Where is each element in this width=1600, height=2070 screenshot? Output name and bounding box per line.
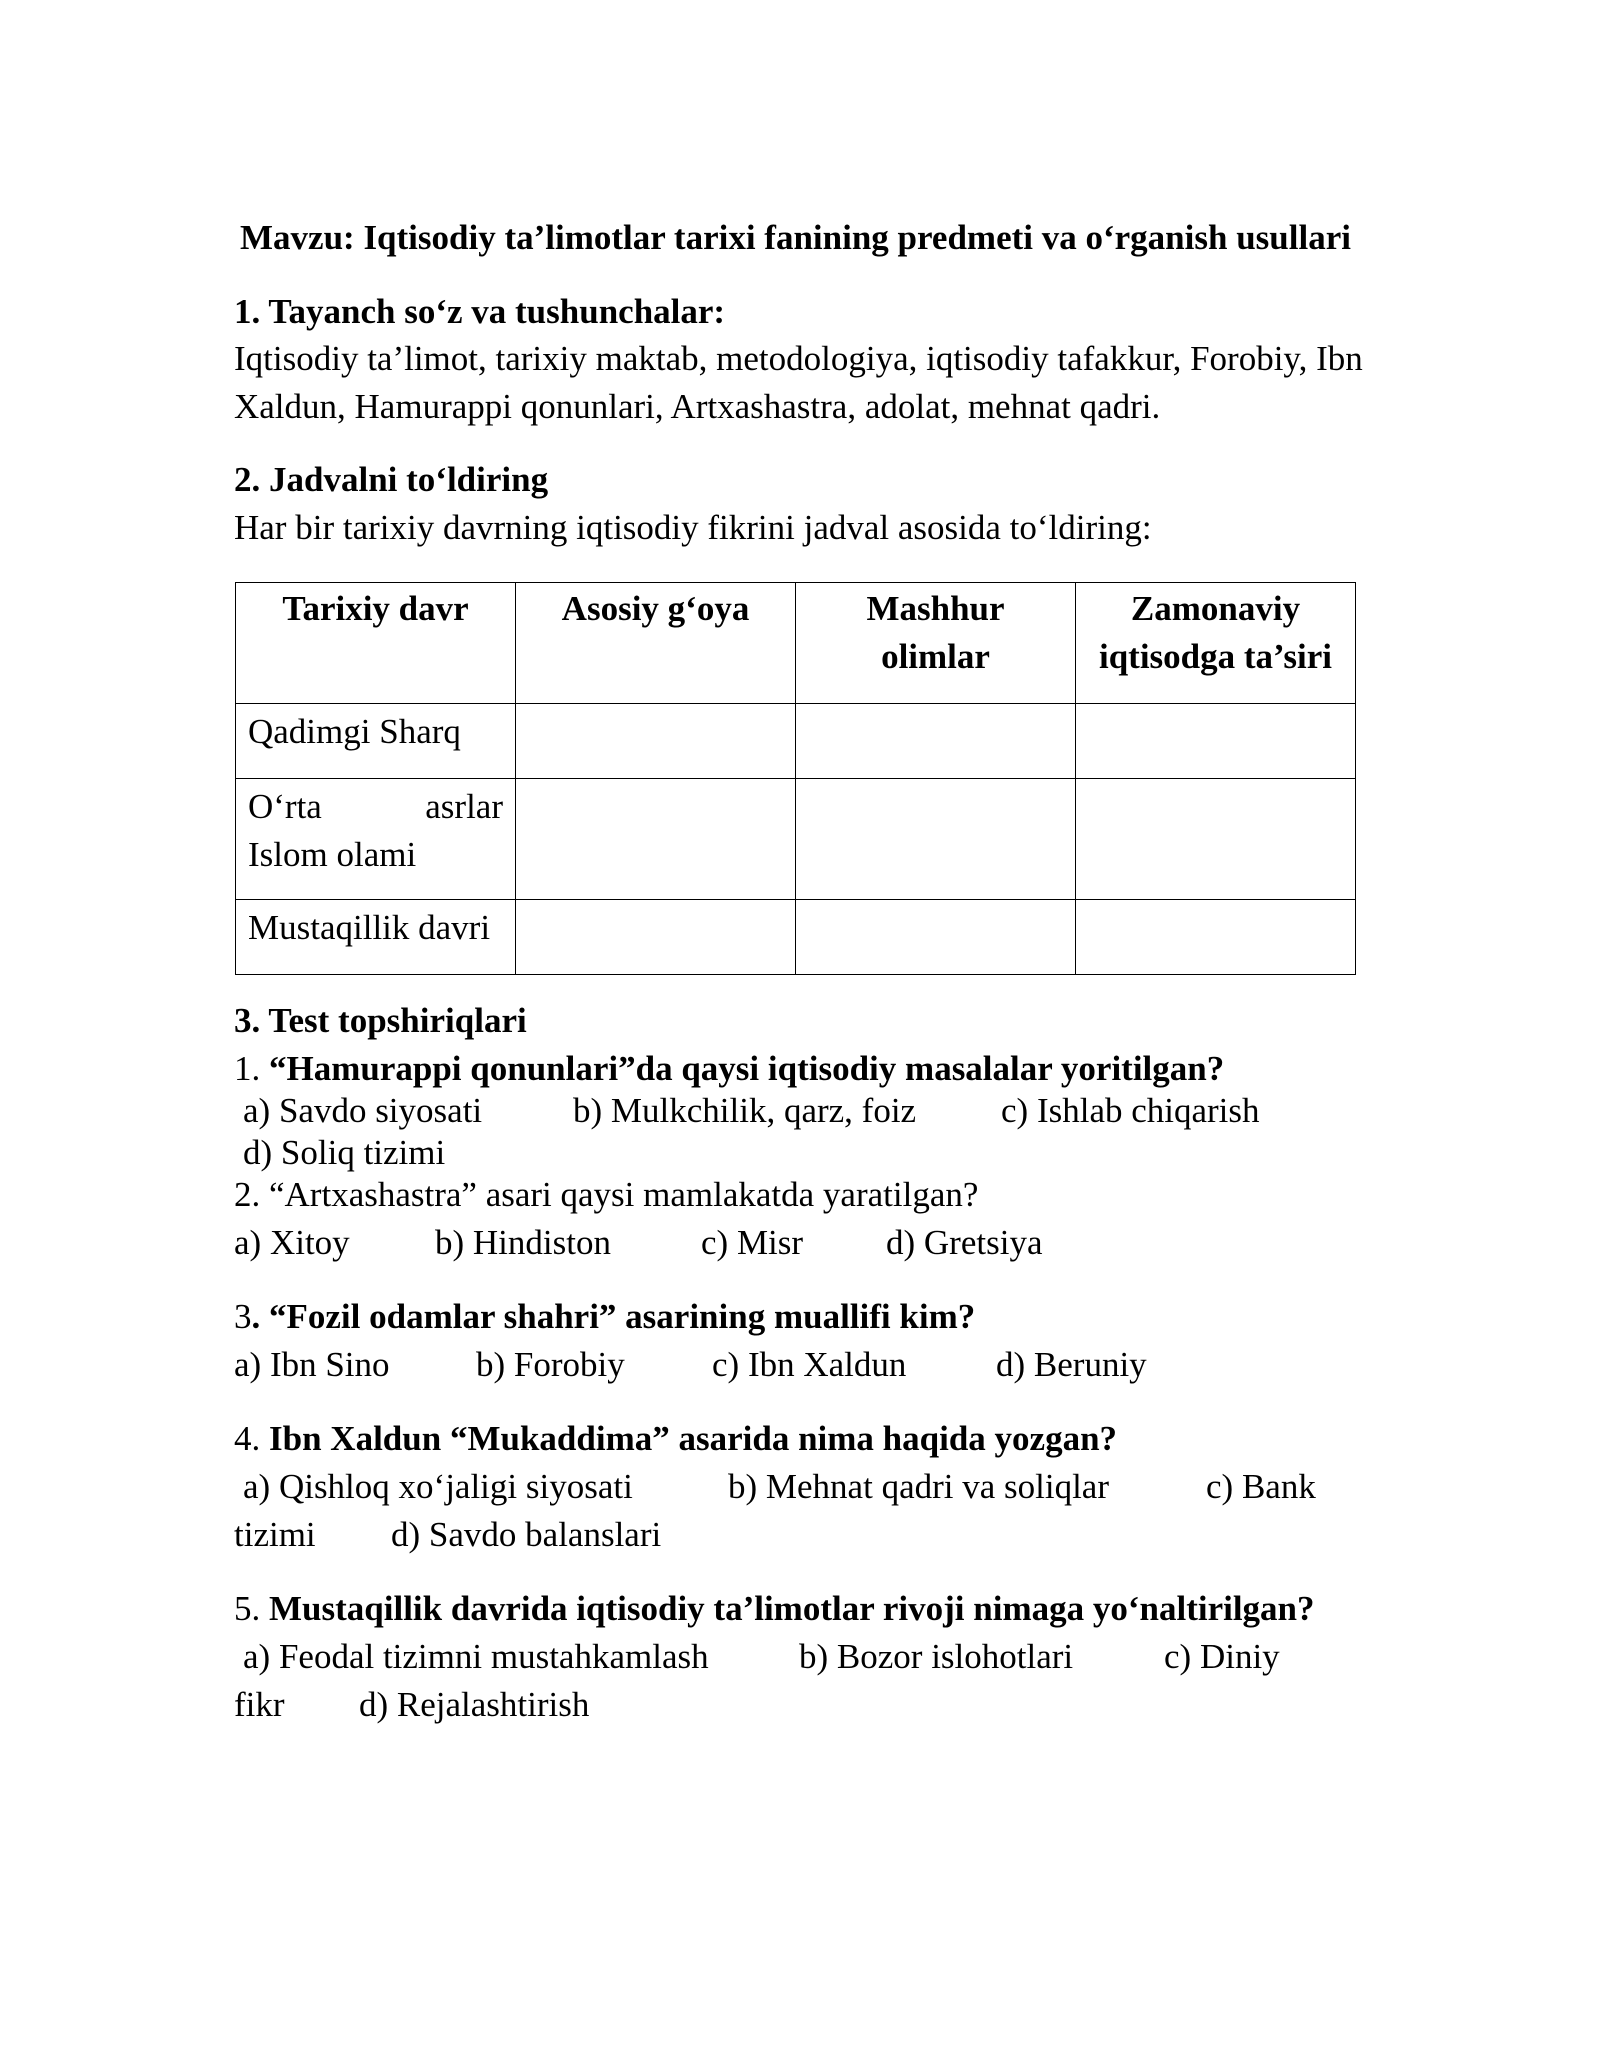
q1-option-c: c) Ishlab chiqarish (1001, 1091, 1260, 1130)
history-table (235, 582, 1356, 975)
q1-option-b: b) Mulkchilik, qarz, foiz (573, 1091, 917, 1130)
answer-cell[interactable] (516, 779, 796, 900)
question-2: 2. “Artxashastra” asari qaysi mamlakatda yaratilgan? (234, 1175, 979, 1214)
question-5: 5. Mustaqillik davrida iqtisodiy ta’limotlar rivoji nimaga yo‘naltirilgan? (234, 1589, 1315, 1628)
table-row (236, 779, 1356, 900)
question-1: 1. “Hamurappi qonunlari”da qaysi iqtisodiy masalalar yoritilgan? (234, 1049, 1225, 1088)
q3-option-a: a) Ibn Sino (234, 1345, 390, 1384)
section3-heading: 3. Test topshiriqlari (234, 1001, 527, 1040)
q1-option-a: a) Savdo siyosati (243, 1091, 483, 1130)
q2-option-b: b) Hindiston (435, 1223, 611, 1262)
q4-option-d: d) Savdo balanslari (391, 1515, 662, 1554)
table-row (236, 704, 1356, 779)
table-header-row (236, 583, 1356, 704)
q4-option-a: a) Qishloq xo‘jaligi siyosati (243, 1467, 633, 1506)
section1-heading: 1. Tayanch so‘z va tushunchalar: (234, 292, 726, 331)
row-period-label: Mustaqillik davri (236, 900, 516, 975)
section1-text-line1: Iqtisodiy ta’limot, tarixiy maktab, metodologiya, iqtisodiy tafakkur, Forobiy, Ibn (234, 339, 1363, 378)
header-zamonaviy-tasiri: Zamonaviy iqtisodga ta’siri (1076, 583, 1356, 704)
section2-instruction: Har bir tarixiy davrning iqtisodiy fikrini jadval asosida to‘ldiring: (234, 508, 1152, 547)
answer-cell[interactable] (796, 704, 1076, 779)
section2-heading: 2. Jadvalni to‘ldiring (234, 460, 549, 499)
q5-option-b: b) Bozor islohotlari (799, 1637, 1074, 1676)
question-3: 3. “Fozil odamlar shahri” asarining muallifi kim? (234, 1297, 976, 1336)
header-asosiy-goya: Asosiy g‘oya (516, 583, 796, 704)
answer-cell[interactable] (516, 900, 796, 975)
q4-option-c-cont: tizimi (234, 1515, 316, 1554)
answer-cell[interactable] (796, 779, 1076, 900)
table-row (236, 900, 1356, 975)
header-mashhur-olimlar: Mashhur olimlar (796, 583, 1076, 704)
q2-option-c: c) Misr (701, 1223, 804, 1262)
header-tarixiy-davr: Tarixiy davr (236, 583, 516, 704)
question-4: 4. Ibn Xaldun “Mukaddima” asarida nima haqida yozgan? (234, 1419, 1118, 1458)
answer-cell[interactable] (1076, 779, 1356, 900)
q3-option-c: c) Ibn Xaldun (712, 1345, 907, 1384)
row-period-label: O‘rta asrlar Islom olami (236, 779, 516, 900)
answer-cell[interactable] (1076, 704, 1356, 779)
section1-text-line2: Xaldun, Hamurappi qonunlari, Artxashastra, adolat, mehnat qadri. (234, 387, 1161, 426)
q1-option-d: d) Soliq tizimi (243, 1133, 446, 1172)
q4-option-b: b) Mehnat qadri va soliqlar (728, 1467, 1110, 1506)
answer-cell[interactable] (796, 900, 1076, 975)
answer-cell[interactable] (516, 704, 796, 779)
q5-option-d: d) Rejalashtirish (359, 1685, 590, 1724)
page-title: Mavzu: Iqtisodiy ta’limotlar tarixi fanining predmeti va o‘rganish usullari (240, 218, 1351, 257)
q2-option-d: d) Gretsiya (886, 1223, 1043, 1262)
row-period-label: Qadimgi Sharq (236, 704, 516, 779)
answer-cell[interactable] (1076, 900, 1356, 975)
q5-option-c: c) Diniy (1164, 1637, 1280, 1676)
q4-option-c: c) Bank (1206, 1467, 1316, 1506)
q3-option-d: d) Beruniy (996, 1345, 1147, 1384)
q2-option-a: a) Xitoy (234, 1223, 350, 1262)
q5-option-c-cont: fikr (234, 1685, 285, 1724)
q5-option-a: a) Feodal tizimni mustahkamlash (243, 1637, 709, 1676)
q3-option-b: b) Forobiy (476, 1345, 625, 1384)
